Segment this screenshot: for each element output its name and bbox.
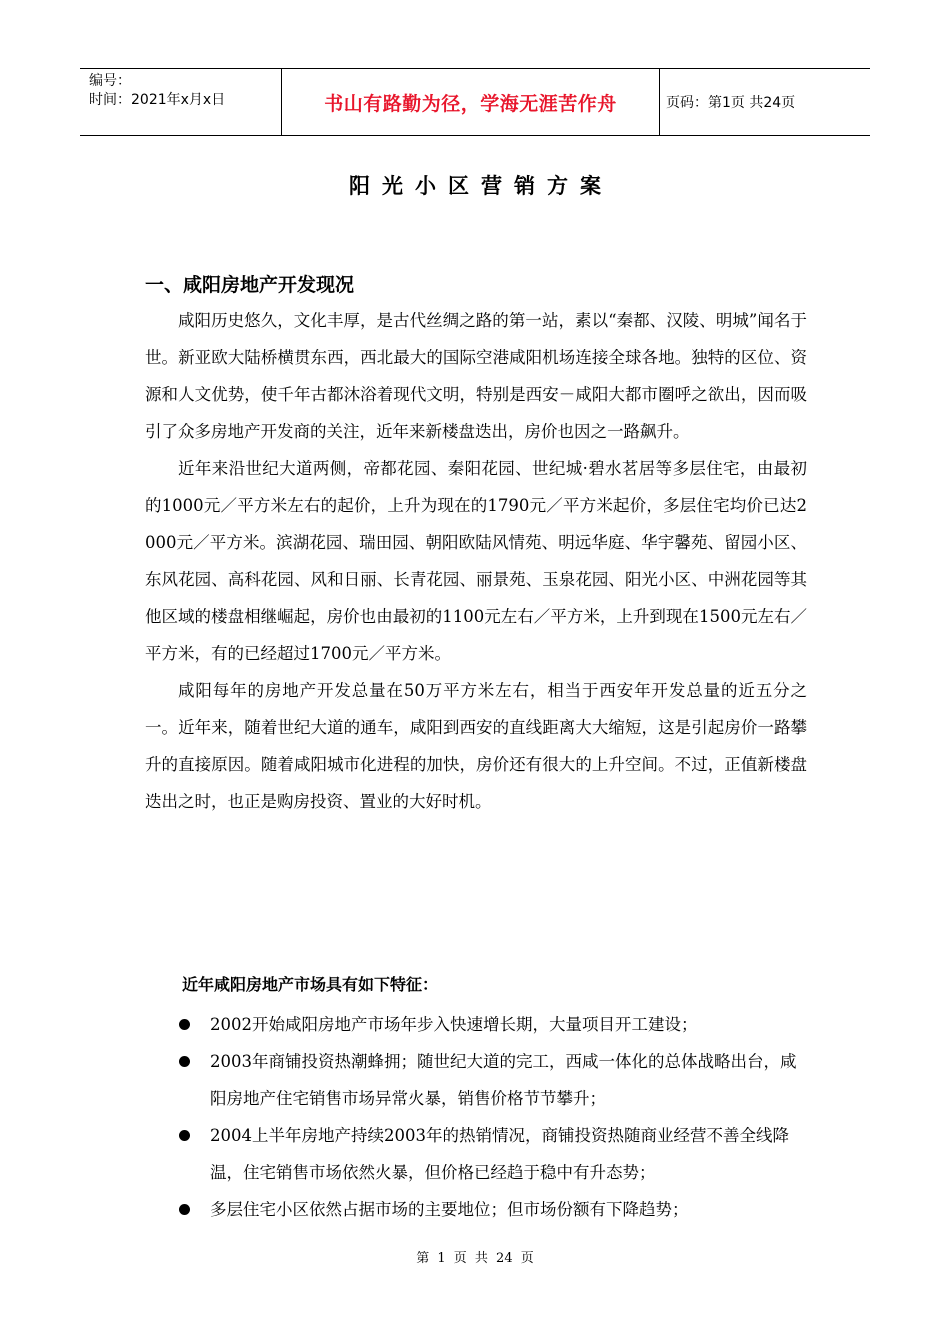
bullet-icon — [179, 1204, 190, 1215]
paragraph: 咸阳历史悠久，文化丰厚，是古代丝绸之路的第一站，素以“秦都、汉陵、明城”闻名于世。新亚欧大陆桥横贯东西，西北最大的国际空港咸阳机场连接全球各地。独特的区位、资源和人文优势，使千年古都沐浴着现代文明，特别是西安－咸阳大都市圈呼之欲出，因而吸引了众多房地产开发商的关注，近年来新楼盘迭出，房价也因之一路飙升。 — [145, 311, 807, 441]
header-motto-cell — [282, 69, 660, 135]
section-heading: 一、咸阳房地产开发现况 — [145, 274, 355, 296]
page-footer: 第 1 页 共 24 页 — [416, 1251, 534, 1266]
bullet-icon — [179, 1130, 190, 1141]
section-body — [145, 302, 807, 820]
list-item — [170, 1043, 810, 1117]
bullet-icon — [179, 1056, 190, 1067]
list-item — [170, 1117, 810, 1191]
header-page-cell — [660, 69, 870, 135]
header-meta-cell — [80, 69, 282, 135]
list-item — [170, 1191, 810, 1228]
document-header-table — [80, 68, 870, 136]
header-page-code: 页码：第1页 共24页 — [666, 95, 796, 111]
paragraph: 咸阳每年的房地产开发总量在50万平方米左右，相当于西安年开发总量的近五分之一。近年来，随着世纪大道的通车，咸阳到西安的直线距离大大缩短，这是引起房价一路攀升的直接原因。随着咸阳城市化进程的加快，房价还有很大的上升空间。不过，正值新楼盘迭出之时，也正是购房投资、置业的大好时机。 — [145, 681, 807, 811]
features-heading: 近年咸阳房地产市场具有如下特征： — [182, 975, 439, 994]
document-title: 阳光小区营销方案 — [349, 174, 613, 198]
list-item-text: 多层住宅小区依然占据市场的主要地位；但市场份额有下降趋势； — [210, 1200, 689, 1219]
list-item-text: 2004上半年房地产持续2003年的热销情况，商铺投资热随商业经营不善全线降温，住宅销售市场依然火暴，但价格已经趋于稳中有升态势； — [210, 1126, 789, 1182]
list-item — [170, 1006, 810, 1043]
list-item-text: 2003年商铺投资热潮蜂拥；随世纪大道的完工，西咸一体化的总体战略出台，咸阳房地产住宅销售市场异常火暴，销售价格节节攀升； — [210, 1052, 797, 1108]
paragraph: 近年来沿世纪大道两侧，帝都花园、秦阳花园、世纪城·碧水茗居等多层住宅，由最初的1000元／平方米左右的起价，上升为现在的1790元／平方米起价，多层住宅均价已达2000元／平方米。滨湖花园、瑞田园、朝阳欧陆风情苑、明远华庭、华宇馨苑、留园小区、东风花园、高科花园、风和日丽、长青花园、丽景苑、玉泉花园、阳光小区、中洲花园等其他区域的楼盘相继崛起，房价也由最初的1100元左右／平方米，上升到现在1500元左右／平方米，有的已经超过1700元／平方米。 — [145, 459, 807, 663]
header-motto: 书山有路勤为径，学海无涯苦作舟 — [324, 92, 617, 115]
document-number-label: 编号： — [89, 73, 131, 89]
document-date: 时间：2021年x月x日 — [89, 92, 226, 108]
bullet-icon — [179, 1019, 190, 1030]
list-item-text: 2002开始咸阳房地产市场年步入快速增长期，大量项目开工建设； — [210, 1015, 698, 1034]
features-list — [170, 1006, 810, 1228]
